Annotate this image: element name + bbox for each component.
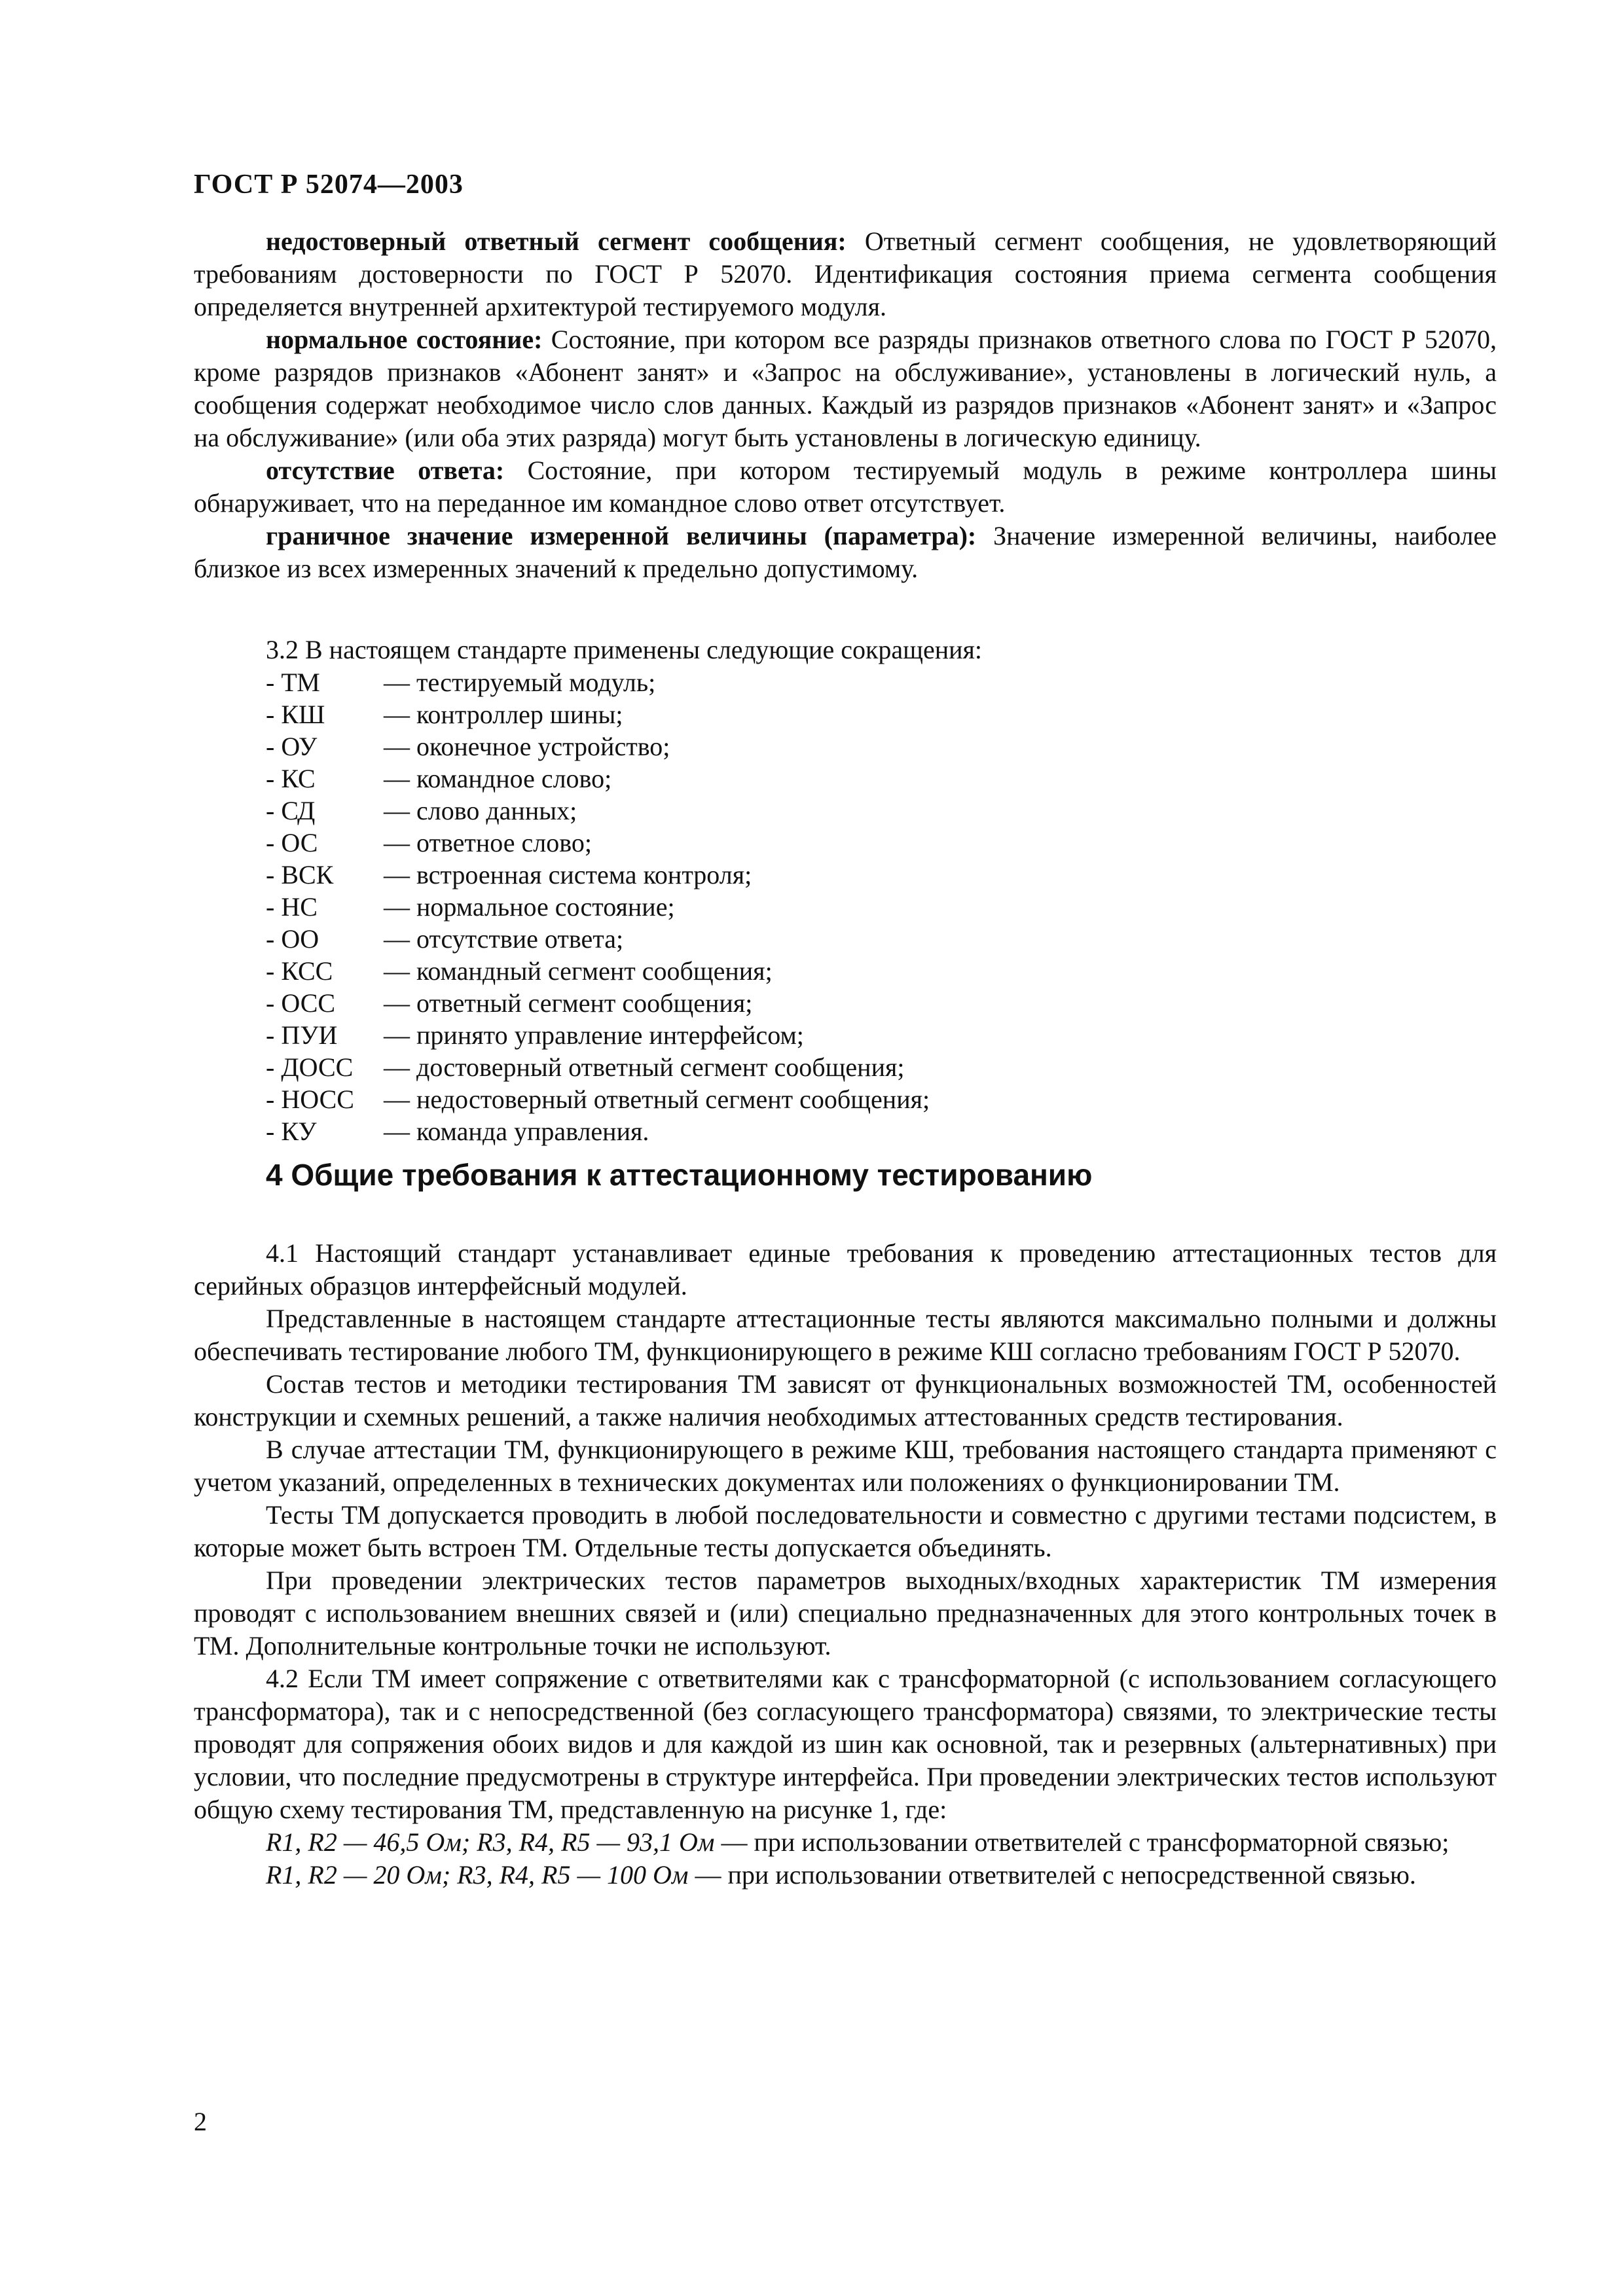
abbr-code: - ОС: [266, 828, 318, 857]
formula-paragraph: [194, 1826, 1497, 1859]
abbr-code: - КСС: [266, 956, 333, 986]
abbr-meaning: — команда управления.: [384, 1117, 649, 1146]
abbr-code: - ОО: [266, 924, 319, 954]
abbr-meaning: — ответное слово;: [384, 828, 592, 857]
list-item: [266, 859, 930, 891]
abbr-meaning: — достоверный ответный сегмент сообщения;: [384, 1052, 905, 1082]
abbreviations-list: [266, 666, 930, 1147]
formula-paragraph: [194, 1859, 1497, 1892]
section-paragraph: В случае аттестации ТМ, функционирующего в режиме КШ, требования настоящего стандарта применяют с учетом указаний, определенных в технических документах или положениях о функционировании ТМ.: [194, 1435, 1497, 1497]
list-item: [266, 1019, 930, 1051]
section-paragraph: При проведении электрических тестов параметров выходных/входных характеристик ТМ измерения проводят с использованием внешних связей и (или) специально предназначенных для этого контрольных точек в ТМ. Дополнительные контрольные точки не используют.: [194, 1566, 1497, 1660]
section-paragraph: 4.2 Если ТМ имеет сопряжение с ответвителями как с трансформаторной (с использованием согласующего трансформатора), так и с непосредственной (без согласующего трансформатора) связями, то электрические тесты проводят для сопряжения обоих видов и для каждой из шин как основной, так и резервных (альтернативных) при условии, что последние предусмотрены в структуре интерфейса. При проведении электрических тестов используют общую схему тестирования ТМ, представленную на рисунке 1, где:: [194, 1664, 1497, 1824]
abbr-code: - НОСС: [266, 1085, 354, 1114]
abbr-meaning: — ответный сегмент сообщения;: [384, 988, 753, 1018]
abbr-meaning: — недостоверный ответный сегмент сообщения;: [384, 1085, 930, 1114]
definition-term: отсутствие ответа:: [266, 456, 505, 485]
abbr-code: - ОУ: [266, 732, 318, 761]
list-item: [266, 955, 930, 987]
formula-text: — при использовании ответвителей с трансформаторной связью;: [714, 1827, 1450, 1857]
list-item: [266, 666, 930, 698]
list-item: [266, 827, 930, 859]
abbr-meaning: — командное слово;: [384, 764, 612, 793]
list-item: [266, 730, 930, 762]
section-body: [194, 1237, 1497, 1892]
abbr-code: - ДОСС: [266, 1052, 354, 1082]
abbr-meaning: — командный сегмент сообщения;: [384, 956, 773, 986]
abbr-code: - ВСК: [266, 860, 334, 889]
list-item: [266, 762, 930, 795]
definition-paragraph: [194, 225, 1497, 323]
abbr-meaning: — слово данных;: [384, 796, 577, 825]
list-item: [266, 923, 930, 955]
section-paragraph: Представленные в настоящем стандарте аттестационные тесты являются максимально полными и должны обеспечивать тестирование любого ТМ, функционирующего в режиме КШ согласно требованиям ГОСТ Р 52070.: [194, 1304, 1497, 1366]
abbr-code: - КС: [266, 764, 316, 793]
definition-paragraph: [194, 520, 1497, 585]
definitions-block: [194, 225, 1497, 585]
definition-text: Ответный сегмент сообщения, не удовлетворяющий требованиям достоверности по ГОСТ Р 52070. Идентификация состояния приема сегмента сообщения определяется внутренней архитектурой тестируемого модуля.: [194, 226, 1497, 321]
abbr-code: - ОСС: [266, 988, 336, 1018]
abbr-meaning: — тестируемый модуль;: [384, 668, 656, 697]
definition-paragraph: [194, 323, 1497, 454]
list-item: [266, 1115, 930, 1147]
resistor-values-r1-r2: R1, R2 — 46,5 Ом;: [266, 1827, 471, 1857]
definition-paragraph: [194, 454, 1497, 520]
abbr-code: - КШ: [266, 700, 325, 729]
list-item: [266, 891, 930, 923]
resistor-values-r3-r5: R3, R4, R5 — 100 Ом: [457, 1860, 689, 1890]
section-paragraph: Состав тестов и методики тестирования ТМ зависят от функциональных возможностей ТМ, особенностей конструкции и схемных решений, а также наличия необходимых аттестованных средств тестирования.: [194, 1369, 1497, 1431]
list-item: [266, 1083, 930, 1115]
definition-term: граничное значение измеренной величины (параметра):: [266, 521, 977, 550]
abbr-meaning: — контроллер шины;: [384, 700, 623, 729]
abbr-code: - НС: [266, 892, 318, 922]
abbr-meaning: — встроенная система контроля;: [384, 860, 752, 889]
document-header: ГОСТ Р 52074—2003: [194, 170, 464, 200]
abbr-meaning: — принято управление интерфейсом;: [384, 1020, 804, 1050]
abbr-code: - КУ: [266, 1117, 317, 1146]
abbr-code: - ТМ: [266, 668, 320, 697]
formula-text: — при использовании ответвителей с непосредственной связью.: [688, 1860, 1416, 1890]
resistor-values-r1-r2: R1, R2 — 20 Ом;: [266, 1860, 451, 1890]
definition-term: нормальное состояние:: [266, 325, 543, 354]
definition-text: Состояние, при котором все разряды признаков ответного слова по ГОСТ Р 52070, кроме разрядов признаков «Абонент занят» и «Запрос на обслуживание», установлены в логический нуль, а сообщения содержат необходимое число слов данных. Каждый из разрядов признаков «Абонент занят» и «Запрос на обслуживание» (или оба этих разряда) могут быть установлены в логическую единицу.: [194, 325, 1497, 452]
abbr-meaning: — отсутствие ответа;: [384, 924, 624, 954]
list-item: [266, 1051, 930, 1083]
section-paragraph: Тесты ТМ допускается проводить в любой последовательности и совместно с другими тестами подсистем, в которые может быть встроен ТМ. Отдельные тесты допускается объединять.: [194, 1500, 1497, 1562]
abbr-code: - СД: [266, 796, 316, 825]
list-item: [266, 795, 930, 827]
abbr-meaning: — нормальное состояние;: [384, 892, 675, 922]
definition-text: Состояние, при котором тестируемый модуль в режиме контроллера шины обнаруживает, что на переданное им командное слово ответ отсутствует.: [194, 456, 1497, 518]
section-heading: 4 Общие требования к аттестационному тестированию: [266, 1158, 1093, 1192]
resistor-values-r3-r5: R3, R4, R5 — 93,1 Ом: [477, 1827, 715, 1857]
abbr-meaning: — оконечное устройство;: [384, 732, 670, 761]
definition-term: недостоверный ответный сегмент сообщения:: [266, 226, 847, 256]
section-paragraph: 4.1 Настоящий стандарт устанавливает единые требования к проведению аттестационных тестов для серийных образцов интерфейсный модулей.: [194, 1238, 1497, 1300]
abbr-code: - ПУИ: [266, 1020, 338, 1050]
list-item: [266, 698, 930, 730]
page-number: 2: [194, 2107, 207, 2136]
list-item: [266, 987, 930, 1019]
definition-text: Значение измеренной величины, наиболее близкое из всех измеренных значений к предельно допустимому.: [194, 521, 1497, 583]
abbreviations-intro: 3.2 В настоящем стандарте применены следующие сокращения:: [266, 635, 983, 664]
